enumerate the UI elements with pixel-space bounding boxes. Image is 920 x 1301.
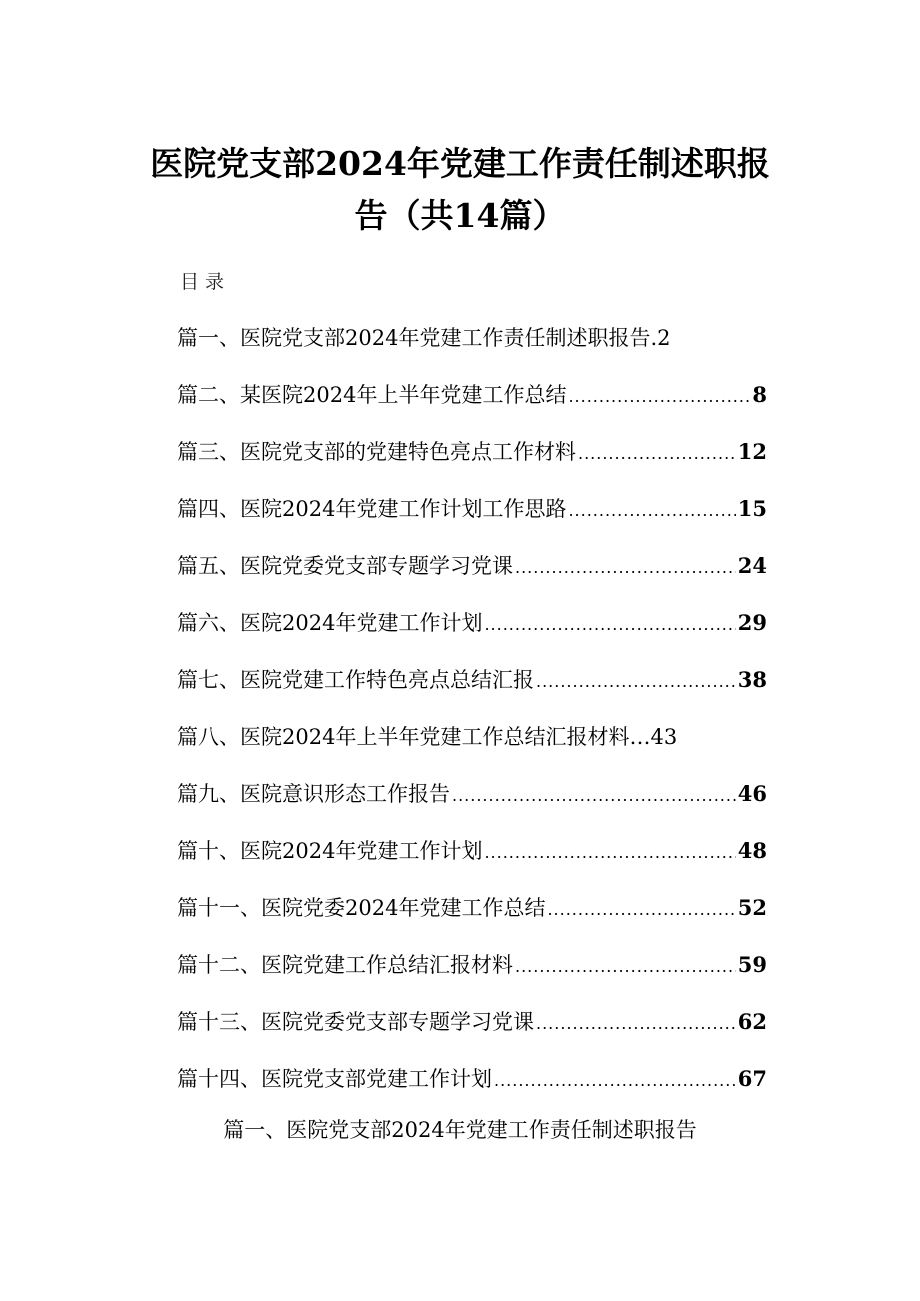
toc-entry-14[interactable] [177, 1061, 767, 1118]
toc-heading: 目录 [180, 271, 231, 293]
dot-leader [568, 379, 750, 415]
toc-entry-4[interactable] [177, 491, 767, 548]
toc-entry-label: 篇五、医院党委党支部专题学习党课 [177, 554, 513, 578]
dot-leader [494, 1063, 736, 1099]
toc-entry-label: 篇二、某医院2024年上半年党建工作总结 [177, 383, 567, 407]
toc-entry-label: 篇一、医院党支部2024年党建工作责任制述职报告 [177, 326, 651, 350]
toc-entry-8[interactable] [177, 719, 767, 776]
toc-entry-page: 67 [737, 1066, 767, 1091]
dot-leader [515, 550, 736, 586]
toc-entry-13[interactable] [177, 1004, 767, 1061]
dot-leader [515, 949, 736, 985]
document-title [100, 138, 820, 242]
toc-entry-leader: … [629, 725, 651, 749]
toc-entry-2[interactable] [177, 377, 767, 434]
toc-entry-10[interactable] [177, 833, 767, 890]
toc-entry-page: 38 [737, 667, 767, 692]
dot-leader [484, 835, 735, 871]
toc-entry-label: 篇十一、医院党委2024年党建工作总结 [177, 896, 546, 920]
toc-entry-page: 24 [737, 553, 767, 578]
dot-leader [536, 1006, 736, 1042]
toc-entry-3[interactable] [177, 434, 767, 491]
toc-entry-page: 29 [737, 610, 767, 635]
toc-entry-11[interactable] [177, 890, 767, 947]
toc-entry-page: 15 [737, 496, 767, 521]
toc-entry-label: 篇三、医院党支部的党建特色亮点工作材料 [177, 440, 576, 464]
toc-entry-page: 2 [657, 326, 671, 350]
toc-entry-page: 48 [737, 838, 767, 863]
toc-entry-label: 篇八、医院2024年上半年党建工作总结汇报材料 [177, 725, 630, 749]
toc-entry-9[interactable] [177, 776, 767, 833]
dot-leader [536, 664, 736, 700]
dot-leader [547, 892, 735, 928]
toc-entry-leader: . [650, 326, 658, 350]
toc-entry-12[interactable] [177, 947, 767, 1004]
dot-leader [578, 436, 736, 472]
toc-entry-label: 篇十四、医院党支部党建工作计划 [177, 1067, 492, 1091]
toc-entry-page: 12 [737, 439, 767, 464]
toc-entry-page: 59 [737, 952, 767, 977]
toc-entry-label: 篇六、医院2024年党建工作计划 [177, 611, 483, 635]
toc-entry-label: 篇十二、医院党建工作总结汇报材料 [177, 953, 513, 977]
toc-entry-page: 62 [737, 1009, 767, 1034]
toc-entry-6[interactable] [177, 605, 767, 662]
toc-entry-page: 43 [650, 725, 678, 749]
toc-entry-page: 8 [752, 382, 767, 407]
toc-entry-label: 篇四、医院2024年党建工作计划工作思路 [177, 497, 567, 521]
toc-entry-label: 篇九、医院意识形态工作报告 [177, 782, 450, 806]
title-line-1: 医院党支部2024年党建工作责任制述职报 [150, 144, 770, 183]
toc-entry-page: 52 [737, 895, 767, 920]
toc-entry-label: 篇十三、医院党委党支部专题学习党课 [177, 1010, 534, 1034]
title-line-2: 告（共14篇） [354, 196, 566, 235]
toc-entry-1[interactable] [177, 320, 767, 377]
dot-leader [484, 607, 735, 643]
toc-entry-7[interactable] [177, 662, 767, 719]
toc-entry-page: 46 [737, 781, 767, 806]
section-heading: 篇一、医院党支部2024年党建工作责任制述职报告 [223, 1118, 697, 1142]
dot-leader [568, 493, 735, 529]
toc-entry-5[interactable] [177, 548, 767, 605]
table-of-contents [177, 320, 767, 1118]
dot-leader [452, 778, 736, 814]
toc-entry-label: 篇十、医院2024年党建工作计划 [177, 839, 483, 863]
toc-entry-label: 篇七、医院党建工作特色亮点总结汇报 [177, 668, 534, 692]
